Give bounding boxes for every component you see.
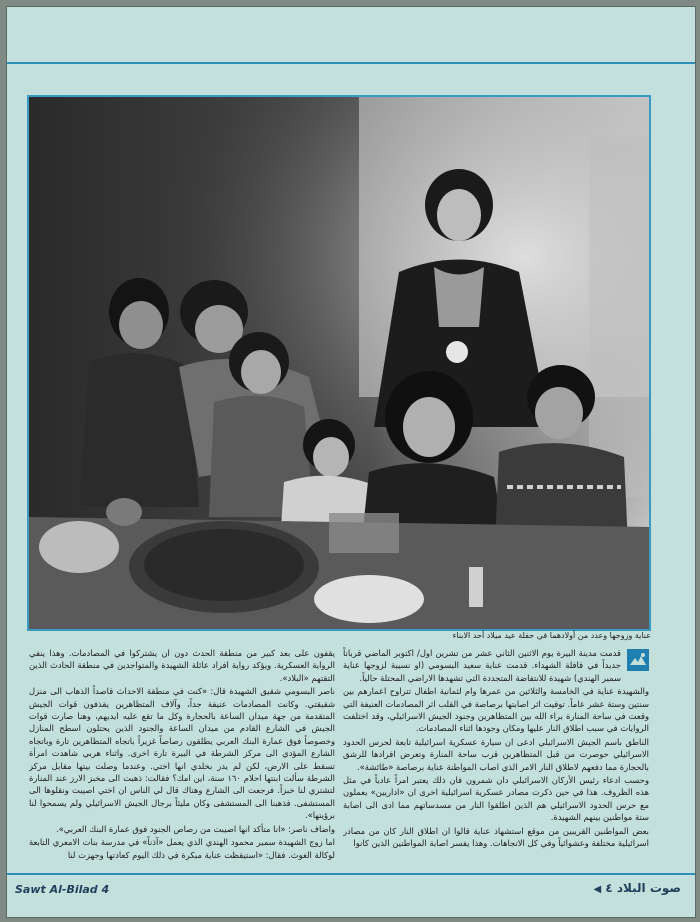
article-column-right [343,647,649,867]
arrow-left-icon: ◀ [593,884,602,895]
magazine-page [6,6,696,918]
bottom-rule [7,873,695,875]
article-paragraph: واضاف ناصر: «انا متأكد انها اصيبت من رصاص الجنود فوق عمارة البنك العربي». [55,823,335,834]
magazine-logo-icon [627,649,649,671]
article-paragraph: ناصر البسومي شقيق الشهيدة قال: «كنت في منطقة الاحداث قاصداً الذهاب الى منزل شقيقتي. وكانت المصادمات عنيفة جداً، وآلاف المتظاهرين يقذفون قوات الجيش المتقدمة من جهة ميدان الساعة بالحجارة وكل ما تقع عليه ايديهم، وهنا صارت قوات الجيش في الشارع القادم من ميدان الساعة والجنود الذين يحتلون اسطح المنازل وخصوصاً فوق عمارة البنك العربي يطلقون رصاصاً غزيراً باتجاه المتظاهرين تارة وباتجاه الشارع المؤدي الى مركز الشرطة في البيرة تارة اخرى. واثناء هربي شاهدت امرأة تسقط على الارض، لكن لم يدر بخلدي انها اختي. وعندما وصلت بيتها مقابل مركز الشرطة سألت ابنتها احلام ١٦٠ سنة، اين امك؟ فقالت: ذهبت الى مخبز الارز عند المنارة لتشتري لنا خبزاً. فرجعت الى الشارع وهناك قال لي الناس ان اختي اصيبت ونقلوها الى المستشفى. فذهبنا الى المستشفى وكان مليئاً برجال الجيش الاسرائيلي ولم يسمحوا لنا برؤيتها». [29,686,335,821]
family-photo [27,95,651,631]
article-paragraph: الناطق باسم الجيش الاسرائيلي ادعى ان سيارة عسكرية اسرائيلية تابعة لحرس الحدود الاسرائيلي حوصرت من قبل المتظاهرين قرب ساحة المنارة وتعرض افرادها للرشق بالحجارة مما دفعهم لاطلاق النار الامر الذي اصاب المواطنة عناية برصاصة «طائشة». [343,736,649,772]
article-paragraph: يقفون على بعد كبير من منطقة الحدث دون ان يشتركوا في المصادمات. وهذا ينفي الرواية العسكرية. ويؤكد رواية افراد عائلة الشهيدة والمتواجدين في منطقة الحادث الذين التقتهم «البلاد». [29,648,335,683]
article-paragraph: والشهيدة عناية في الخامسة والثلاثين من عمرها وام لثمانية اطفال تتراوح اعمارهم بين سنتين وستة عشر عاماً. توفيت اثر اصابتها برصاصة في القلب اثر المصادمات العنيفة التي وقعت في ساحة المنارة براء الله بين المتظاهرين وجنود الجيش الاسرائيلي، وقد اختلفت الروايات في سبب اطلاق النار عليها ومكان وجودها اثناء المصادمات. [343,686,649,734]
footer-page-number [593,881,681,895]
photo-caption: عناية وزوجها وعدد من أولادهما في حفلة عيد ميلاد أحد الابناء [452,631,651,640]
top-rule [7,62,695,64]
footer-arabic-name: صوت البلاد ٤ [605,881,681,895]
article-paragraph: اما زوج الشهيدة سمير محمود الهندي الذي يعمل «آذناً» في مدرسة بنات الامعري التابعة لوكالة الغوث. فقال: «استيقظت عناية مبكرة في ذلك اليوم كعادتها وجهزت لنا [29,837,335,860]
article-column-left [29,647,335,867]
footer-publication-name: Sawt Al-Bilad 4 [15,883,110,896]
article-paragraph: بعض المواطنين القريبين من موقع استشهاد عناية قالوا ان اطلاق النار كان من مصادر اسرائيلية مختلفة وعشوائياً وفي كل الاتجاهات. وهذا يفسر اصابة المواطنين الذين كانوا [343,825,649,849]
article-paragraph: وحسب ادعاء رئيس الأركان الاسرائيلي دان شمرون فان ذلك يعتبر امراً عادياً في مثل هذه الظروف. هذا في حين ذكرت مصادر عسكرية اسرائيلية اخرى ان «اداريين» يعملون مع حرس الحدود الاسرائيلي هم الذين اطلقوا النار من مسدساتهم مما ادى الى اصابة ستة مواطنين بينهم الشهيدة. [343,775,649,823]
article-paragraph: قدمت مدينة البيرة يوم الاثنين الثاني عشر من تشرين اول/ اكتوبر الماضي قرباناً جديداً في قافلة الشهداء. قدمت عناية سعيد البسومي (او نسيبة لزوجها عناية سمير الهندي) شهيدة للانتفاضة المتجددة التي تشهدها الاراضي المحتلة حالياً. [343,648,621,683]
